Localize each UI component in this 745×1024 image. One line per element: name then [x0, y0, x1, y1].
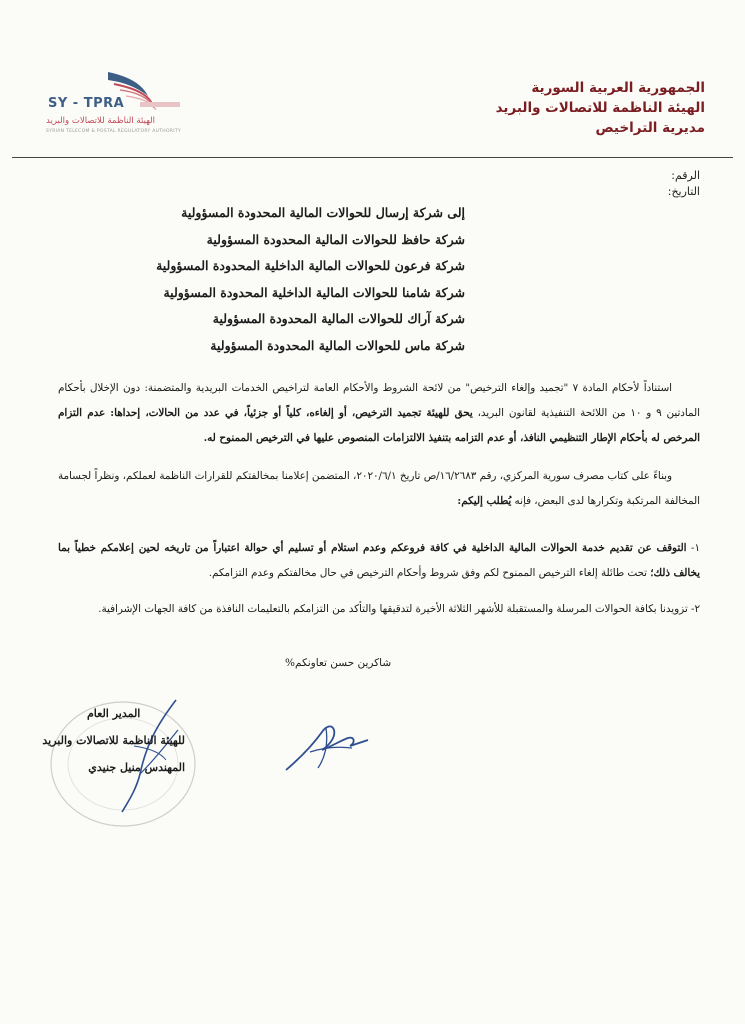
signatory-org: للهيئة الناظمة للاتصالات والبريد: [42, 734, 185, 747]
p2-text: وبناءً على كتاب مصرف سورية المركزي، رقم ١٦/٢٦٨٣/ص تاريخ ٢٠٢٠/٦/١، المتضمن إعلامنا بمخالفتكم للقرارات الناظمة لعملكم، ونظراً لجسامة المخالفة المرتكبة وتكرارها لدى البعض، فإنه: [58, 470, 700, 507]
item1-number: ١-: [686, 542, 700, 554]
header-authority: الهيئة الناظمة للاتصالات والبريد: [495, 100, 705, 116]
date-label: التاريخ:: [667, 185, 700, 198]
recipient: شركة شامنا للحوالات المالية الداخلية المحدودة المسؤولية: [163, 284, 465, 300]
signature-block: [42, 700, 185, 781]
recipient: شركة فرعون للحوالات المالية الداخلية المحدودة المسؤولية: [156, 258, 465, 273]
signatory-title: المدير العام: [86, 707, 141, 720]
p1-text: استناداً لأحكام المادة ٧ "تجميد وإلغاء الترخيص" من لائحة الشروط والأحكام العامة لتراخيص الخدمات البريدية والمتضمنة: دون الإخلال بأحكام المادتين ٩ و ١٠ من اللائحة التنفيذية لقانون البريد،: [58, 382, 700, 419]
recipient: شركة ماس للحوالات المالية المحدودة المسؤولية: [210, 337, 465, 353]
recipient: شركة آراك للحوالات المالية المحدودة المسؤولية: [212, 311, 465, 326]
recipient: إلى شركة إرسال للحوالات المالية المحدودة المسؤولية: [181, 205, 465, 220]
p1-emphasis: يحق للهيئة تجميد الترخيص، أو إلغاءه، كلياً أو جزئياً، في عدد من الحالات، إحداها: عدم التزام المرخص له بأحكام الإطار التنظيمي النافذ، أو عدم التزامه بتنفيذ الالتزامات المنصوص عليها في الترخيص الممنوح له.: [58, 407, 700, 444]
instruction-item-2: [58, 597, 700, 622]
recipients-list: [156, 200, 465, 359]
logo-abbr: SY - TPRA: [48, 96, 125, 111]
handwritten-signature-icon: [282, 716, 372, 776]
header-directorate: مديرية التراخيص: [595, 120, 705, 136]
p2-emphasis: يُطلب إليكم:: [457, 495, 512, 507]
paragraph-central-bank: [58, 464, 700, 514]
item2-text: تزويدنا بكافة الحوالات المرسلة والمستقبلة للأشهر الثلاثة الأخيرة لتدقيقها والتأكد من التزامكم بالتعليمات النافذة من كافة الجهات الإشرافية.: [98, 603, 688, 615]
header-divider: [12, 157, 733, 158]
signatory-name: المهندس منيل جنيدي: [88, 761, 185, 774]
item1-text: تحت طائلة إلغاء الترخيص الممنوح لكم وفق شروط وأحكام الترخيص في حال مخالفتكم وعدم التزامكم.: [208, 567, 651, 579]
closing-line: شاكرين حسن تعاونكم%: [285, 657, 392, 669]
item1-emphasis: التوقف عن تقديم خدمة الحوالات المالية الداخلية في كافة فروعكم وعدم استلام أو تسليم أي حوالة اعتباراً من تاريخه لحين إعلامكم خطياً بما يخالف ذلك؛: [58, 542, 700, 579]
logo-name-ar: الهيئة الناظمة للاتصالات والبريد: [46, 116, 155, 126]
letterhead: [496, 78, 705, 138]
item2-number: ٢-: [687, 603, 700, 615]
paragraph-legal-basis: [58, 376, 700, 451]
logo-name-en: SYRIAN TELECOM & POSTAL REGULATORY AUTHORITY: [46, 129, 181, 134]
instruction-item-1: [58, 536, 700, 586]
ref-number-label: الرقم:: [671, 169, 700, 182]
reference-block: [668, 168, 700, 200]
recipient: شركة حافظ للحوالات المالية المحدودة المسؤولية: [206, 231, 465, 247]
authority-logo: [30, 70, 200, 148]
header-country: الجمهورية العربية السورية: [531, 80, 705, 96]
